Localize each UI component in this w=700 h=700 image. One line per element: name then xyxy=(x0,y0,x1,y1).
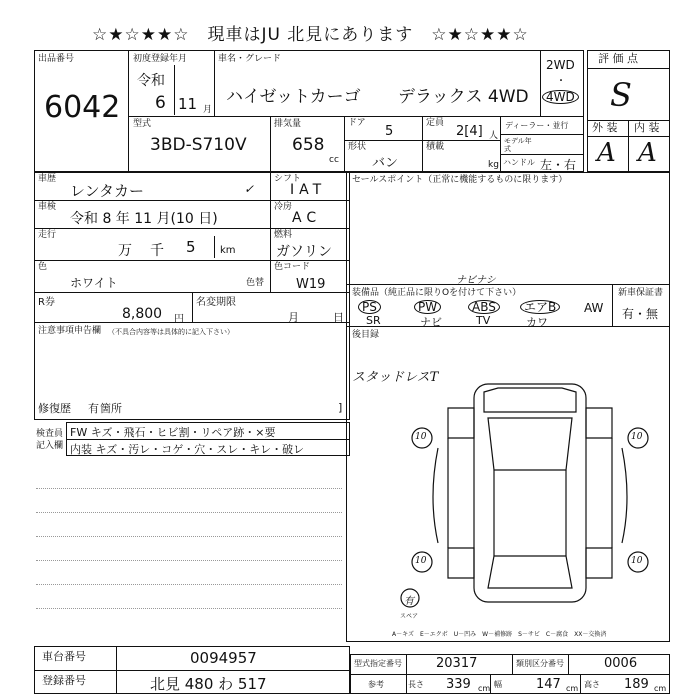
mileage-unit: km xyxy=(220,245,236,256)
body-value: バン xyxy=(372,156,399,171)
inspection-label: 車検 xyxy=(38,202,57,212)
type-value: 3BD-S710V xyxy=(150,135,247,155)
tire-mark-front-right: 10 xyxy=(631,432,643,442)
seats-unit: 人 xyxy=(489,131,499,141)
load-unit: kg xyxy=(488,160,499,170)
equip-abs: ABS xyxy=(468,300,500,314)
equipment-label: 装備品（純正品に限りOを付けて下さい） xyxy=(352,288,522,298)
recycle-label: R券 xyxy=(38,297,55,308)
mileage-sen: 千 xyxy=(150,243,164,259)
width-unit: cm xyxy=(566,684,579,693)
first-reg-month: 11 xyxy=(178,95,198,113)
displacement-label: 排気量 xyxy=(274,119,302,129)
handle-value: 左・右 xyxy=(540,158,577,172)
recycle-unit: 円 xyxy=(174,314,184,325)
tire-mark-rear-left: 10 xyxy=(415,556,427,566)
seats-label: 定員 xyxy=(426,118,445,128)
doors-value: 5 xyxy=(385,124,394,139)
lot-label: 出品番号 xyxy=(38,54,75,64)
ac-value: AC xyxy=(292,210,322,226)
spare-tire-mark: 有 xyxy=(404,596,414,607)
exterior-grade: A xyxy=(597,138,616,168)
reg-value: 北見 480 わ 517 xyxy=(150,675,267,693)
chassis-label: 車台番号 xyxy=(42,650,86,663)
first-reg-label: 初度登録年月 xyxy=(133,54,188,64)
chassis-value: 0094957 xyxy=(190,649,257,667)
damage-legend: A－キズ E－エクボ U－凹み W－補修跡 S－サビ C－腐食 XX－交換済 xyxy=(392,631,607,638)
type-cat-label: 型式指定番号 xyxy=(354,659,402,668)
first-reg-era: 令和 xyxy=(137,73,165,89)
displacement-unit: cc xyxy=(329,155,339,165)
interior-grade: A xyxy=(638,138,657,168)
drive-4wd-circled: 4WD xyxy=(542,90,579,104)
equip-ps: PS xyxy=(358,300,381,314)
expiry-month: 月 xyxy=(288,311,299,324)
height-value: 189 xyxy=(624,677,649,692)
expiry-day: 日 xyxy=(333,311,344,324)
score-label: 評 価 点 xyxy=(598,52,638,65)
class-label: 類別区分番号 xyxy=(516,659,564,668)
repair-label: 修復歴 xyxy=(38,402,71,415)
equipment-handwritten-note: ナビナシ xyxy=(456,275,496,286)
equip-navi: ナビ xyxy=(420,316,442,329)
equip-aw: AW xyxy=(584,301,604,315)
color-value: ホワイト xyxy=(70,276,118,290)
sales-point-label: セールスポイント（正常に機能するものに限ります） xyxy=(352,175,568,185)
equip-tv: TV xyxy=(476,314,491,327)
ac-label: 冷房 xyxy=(274,202,293,212)
length-value: 339 xyxy=(446,677,471,692)
inspector-line-1: FW キズ・飛石・ヒビ割・リペア跡・×要 xyxy=(70,426,276,439)
width-value: 147 xyxy=(536,677,561,692)
tire-mark-rear-right: 10 xyxy=(631,556,643,566)
rear-record-note: スタッドレスT xyxy=(352,370,439,385)
seats-value: 2[4] xyxy=(456,124,483,139)
height-label: 高さ xyxy=(584,680,600,689)
repair-bracket: ] xyxy=(338,401,343,414)
type-label: 型式 xyxy=(133,119,152,129)
repair-unit: 箇所 xyxy=(100,402,122,415)
repair-value: 有 xyxy=(88,402,99,415)
interior-label: 内 装 xyxy=(634,121,660,134)
mileage-label: 走行 xyxy=(38,230,57,240)
model-year-label: モデル年式 xyxy=(504,137,532,153)
type-cat-value: 20317 xyxy=(436,656,478,671)
history-value: レンタカー xyxy=(70,182,145,200)
lot-number: 6042 xyxy=(44,90,121,125)
history-label: 車歴 xyxy=(38,174,57,184)
height-unit: cm xyxy=(654,684,667,693)
color-code-label: 色コード xyxy=(274,262,311,272)
first-reg-year: 6 xyxy=(155,93,166,113)
equip-airbag: エアB xyxy=(520,300,560,314)
first-reg-month-unit: 月 xyxy=(203,105,213,115)
mileage-man: 万 xyxy=(118,243,132,259)
expiry-label: 名変期限 xyxy=(196,297,236,308)
history-tick: ✓ xyxy=(244,182,255,196)
equip-leather: カワ xyxy=(526,316,548,329)
notes-sublabel: （不具合内容等は具体的に記入下さい） xyxy=(108,328,234,336)
vehicle-diagram xyxy=(398,378,662,616)
drive-dot: ・ xyxy=(556,76,566,87)
drive-2wd: 2WD xyxy=(546,58,575,72)
color-label: 色 xyxy=(38,262,48,272)
equip-sr: SR xyxy=(366,314,381,327)
body-label: 形状 xyxy=(348,142,367,152)
inspector-label: 検査員記入欄 xyxy=(36,429,64,451)
mileage-value: 5 xyxy=(186,238,196,256)
color-change-label: 色替 xyxy=(246,278,265,288)
shift-label: シフト xyxy=(274,174,302,184)
notes-label: 注意事項申告欄 xyxy=(38,326,102,336)
recycle-value: 8,800 xyxy=(122,306,163,322)
warranty-value: 有・無 xyxy=(622,307,659,321)
overall-score: S xyxy=(610,76,632,114)
dealer-label: ディーラー・並行 xyxy=(505,121,569,130)
ref-label: 参考 xyxy=(368,680,384,689)
model-grade: デラックス 4WD xyxy=(398,87,529,107)
equip-pw: PW xyxy=(414,300,441,314)
tire-mark-front-left: 10 xyxy=(415,432,427,442)
shift-value: IAT xyxy=(290,182,327,198)
displacement-value: 658 xyxy=(292,135,325,155)
banner-title: ☆★☆★★☆ 現車はJU 北見にあります ☆★☆★★☆ xyxy=(92,25,529,45)
model-name: ハイゼットカーゴ xyxy=(226,87,361,107)
spare-tire-label: スペア xyxy=(400,613,419,620)
doors-label: ドア xyxy=(348,118,366,128)
inspector-line-2: 内装 キズ・汚レ・コゲ・穴・スレ・キレ・破レ xyxy=(70,443,305,456)
length-unit: cm xyxy=(478,684,491,693)
color-code-value: W19 xyxy=(296,277,326,292)
load-label: 積載 xyxy=(426,142,445,152)
handle-label: ハンドル xyxy=(503,158,535,167)
fuel-value: ガソリン xyxy=(276,244,332,260)
exterior-label: 外 装 xyxy=(592,121,618,134)
class-value: 0006 xyxy=(604,656,638,671)
reg-label: 登録番号 xyxy=(42,674,86,687)
width-label: 幅 xyxy=(494,680,502,689)
warranty-label: 新車保証書 xyxy=(618,288,664,298)
model-name-label: 車名・グレード xyxy=(218,54,282,64)
inspection-value: 令和 8 年 11 月(10 日) xyxy=(70,211,218,227)
length-label: 長さ xyxy=(408,680,424,689)
fuel-label: 燃料 xyxy=(274,230,293,240)
rear-record-label: 後目録 xyxy=(352,330,380,340)
